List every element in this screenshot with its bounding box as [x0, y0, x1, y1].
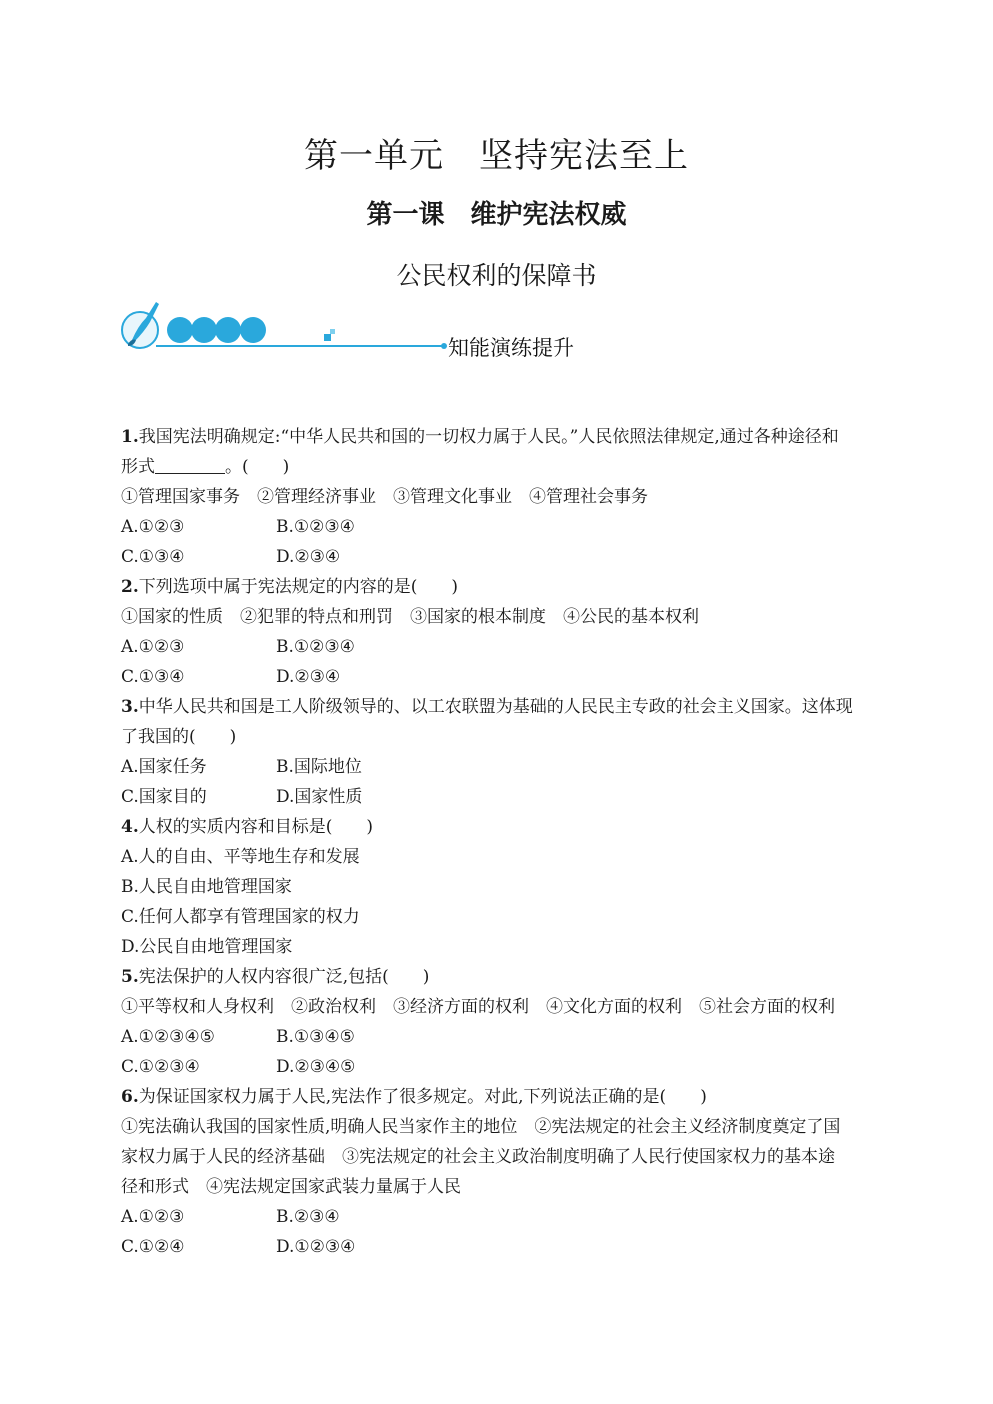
- q2-options-row2: [121, 662, 881, 692]
- q3-options-row1: [121, 752, 881, 782]
- rule-endpoint: [441, 343, 447, 349]
- q2-option-c[interactable]: C.①③④: [121, 667, 185, 687]
- q1-option-c[interactable]: C.①③④: [121, 547, 185, 567]
- q3-option-a[interactable]: A.国家任务: [121, 757, 207, 777]
- q3-number: 3.: [121, 697, 139, 717]
- q6-option-a[interactable]: A.①②③: [121, 1207, 185, 1227]
- q2-option-a[interactable]: A.①②③: [121, 637, 185, 657]
- small-square: [324, 334, 331, 341]
- lesson-title: 第一课 维护宪法权威: [366, 200, 627, 230]
- small-square: [330, 329, 335, 334]
- q2-option-b[interactable]: B.①②③④: [276, 637, 355, 657]
- q4-option-d[interactable]: D.公民自由地管理国家: [121, 937, 293, 957]
- q6-items-line2: 家权力属于人民的经济基础 ③宪法规定的社会主义政治制度明确了人民行使国家权力的基本途: [121, 1147, 835, 1167]
- q5-option-b[interactable]: B.①③④⑤: [276, 1027, 355, 1047]
- q5-option-d[interactable]: D.②③④⑤: [276, 1057, 356, 1077]
- q2-option-d[interactable]: D.②③④: [276, 667, 341, 687]
- q5-options-row2: [121, 1052, 881, 1082]
- q1-blank: [155, 455, 225, 474]
- q1-options-row1: [121, 512, 881, 542]
- decorative-dots: [167, 317, 266, 343]
- q3-option-d[interactable]: D.国家性质: [276, 787, 363, 807]
- unit-title: 第一单元 坚持宪法至上: [304, 136, 689, 176]
- topic-title: 公民权利的保障书: [396, 261, 597, 290]
- q1-options-row2: [121, 542, 881, 572]
- question-list: [121, 422, 881, 1262]
- q6-stem: 6.为保证国家权力属于人民,宪法作了很多规定。对此,下列说法正确的是( ): [121, 1087, 707, 1107]
- q5-items: ①平等权和人身权利 ②政治权利 ③经济方面的权利 ④文化方面的权利 ⑤社会方面的权利: [121, 997, 835, 1017]
- banner-title: 知能演练提升: [448, 336, 574, 360]
- q4-stem: 4.人权的实质内容和目标是( ): [121, 817, 374, 837]
- q5-number: 5.: [121, 967, 139, 987]
- q2-stem: 2.下列选项中属于宪法规定的内容的是( ): [121, 577, 459, 597]
- q5-stem: 5.宪法保护的人权内容很广泛,包括( ): [121, 967, 430, 987]
- q6-number: 6.: [121, 1087, 139, 1107]
- q3-option-b[interactable]: B.国际地位: [276, 757, 362, 777]
- q5-option-c[interactable]: C.①②③④: [121, 1057, 200, 1077]
- q4-option-b[interactable]: B.人民自由地管理国家: [121, 877, 292, 897]
- q1-option-b[interactable]: B.①②③④: [276, 517, 355, 537]
- q4-option-a[interactable]: A.人的自由、平等地生存和发展: [121, 847, 360, 867]
- q3-options-row2: [121, 782, 881, 812]
- q1-stem-line1: 1.我国宪法明确规定:“中华人民共和国的一切权力属于人民。”人民依照法律规定,通过各种途径和: [121, 427, 839, 447]
- brush-icon: [122, 302, 159, 348]
- q6-option-d[interactable]: D.①②③④: [276, 1237, 356, 1257]
- q6-items-line1: ①宪法确认我国的国家性质,明确人民当家作主的地位 ②宪法规定的社会主义经济制度奠定了国: [121, 1117, 841, 1137]
- q6-option-c[interactable]: C.①②④: [121, 1237, 185, 1257]
- q3-option-c[interactable]: C.国家目的: [121, 787, 207, 807]
- q5-option-a[interactable]: A.①②③④⑤: [121, 1027, 215, 1047]
- q6-option-b[interactable]: B.②③④: [276, 1207, 340, 1227]
- q1-option-d[interactable]: D.②③④: [276, 547, 341, 567]
- q1-stem-line2: 形式 。( ): [121, 457, 290, 477]
- q4-number: 4.: [121, 817, 139, 837]
- q2-options-row1: [121, 632, 881, 662]
- q1-number: 1.: [121, 427, 139, 447]
- q3-stem-line2: 了我国的( ): [121, 727, 237, 747]
- q2-items: ①国家的性质 ②犯罪的特点和刑罚 ③国家的根本制度 ④公民的基本权利: [121, 607, 699, 627]
- q2-number: 2.: [121, 577, 139, 597]
- q3-stem-line1: 3.中华人民共和国是工人阶级领导的、以工农联盟为基础的人民民主专政的社会主义国家。这体现: [121, 697, 853, 717]
- q1-items: ①管理国家事务 ②管理经济事业 ③管理文化事业 ④管理社会事务: [121, 487, 648, 507]
- q1-option-a[interactable]: A.①②③: [121, 517, 185, 537]
- q6-items-line3: 径和形式 ④宪法规定国家武装力量属于人民: [121, 1177, 461, 1197]
- q6-options-row2: [121, 1232, 881, 1262]
- q6-options-row1: [121, 1202, 881, 1232]
- q5-options-row1: [121, 1022, 881, 1052]
- q4-option-c[interactable]: C.任何人都享有管理国家的权力: [121, 907, 360, 927]
